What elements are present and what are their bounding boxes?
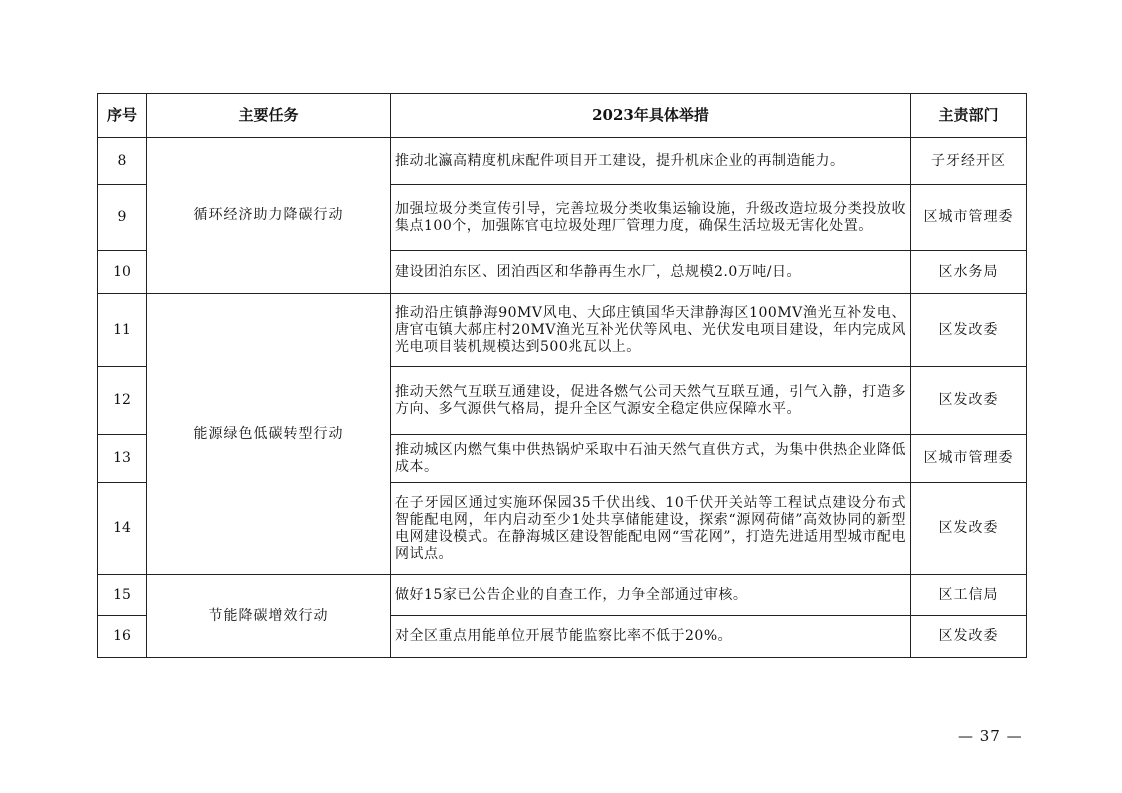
measure-cell: 建设团泊东区、团泊西区和华静再生水厂，总规模2.0万吨/日。 [391,251,911,294]
page-number: — 37 — [958,727,1023,745]
measure-cell: 推动沿庄镇静海90MV风电、大邱庄镇国华天津静海区100MV渔光互补发电、唐官屯镇大郝庄村20MV渔光互补光伏等风电、光伏发电项目建设，年内完成风光电项目装机规模达到500兆瓦以上。 [391,294,911,367]
header-measure: 2023年具体举措 [391,94,911,138]
dept-cell: 子牙经开区 [911,138,1027,185]
dept-cell: 区水务局 [911,251,1027,294]
table-row [98,575,1027,616]
task-table [97,93,1027,658]
row-number: 9 [98,185,147,251]
row-number: 16 [98,616,147,658]
dept-cell: 区工信局 [911,575,1027,616]
task-cell: 节能降碳增效行动 [147,575,391,658]
measure-cell: 做好15家已公告企业的自查工作，力争全部通过审核。 [391,575,911,616]
table-row [98,138,1027,185]
row-number: 8 [98,138,147,185]
measure-cell: 在子牙园区通过实施环保园35千伏出线、10千伏开关站等工程试点建设分布式智能配电网，年内启动至少1处共享储能建设，探索“源网荷储”高效协同的新型电网建设模式。在静海城区建设智能配电网“雪花网”，打造先进适用型城市配电网试点。 [391,483,911,575]
dept-cell: 区城市管理委 [911,185,1027,251]
dept-cell: 区发改委 [911,294,1027,367]
row-number: 13 [98,435,147,483]
measure-cell: 推动天然气互联互通建设，促进各燃气公司天然气互联互通，引气入静，打造多方向、多气源供气格局，提升全区气源安全稳定供应保障水平。 [391,367,911,435]
row-number: 15 [98,575,147,616]
table-header-row [98,94,1027,138]
dept-cell: 区城市管理委 [911,435,1027,483]
measure-cell: 推动城区内燃气集中供热锅炉采取中石油天然气直供方式，为集中供热企业降低成本。 [391,435,911,483]
table-row [98,294,1027,367]
measure-cell: 推动北瀛高精度机床配件项目开工建设，提升机床企业的再制造能力。 [391,138,911,185]
task-cell: 能源绿色低碳转型行动 [147,294,391,575]
measure-cell: 对全区重点用能单位开展节能监察比率不低于20%。 [391,616,911,658]
dept-cell: 区发改委 [911,616,1027,658]
dept-cell: 区发改委 [911,483,1027,575]
measure-cell: 加强垃圾分类宣传引导，完善垃圾分类收集运输设施，升级改造垃圾分类投放收集点100个，加强陈官屯垃圾处理厂管理力度，确保生活垃圾无害化处置。 [391,185,911,251]
header-dept: 主责部门 [911,94,1027,138]
row-number: 10 [98,251,147,294]
task-cell: 循环经济助力降碳行动 [147,138,391,294]
dept-cell: 区发改委 [911,367,1027,435]
row-number: 12 [98,367,147,435]
header-no: 序号 [98,94,147,138]
header-task: 主要任务 [147,94,391,138]
row-number: 14 [98,483,147,575]
row-number: 11 [98,294,147,367]
